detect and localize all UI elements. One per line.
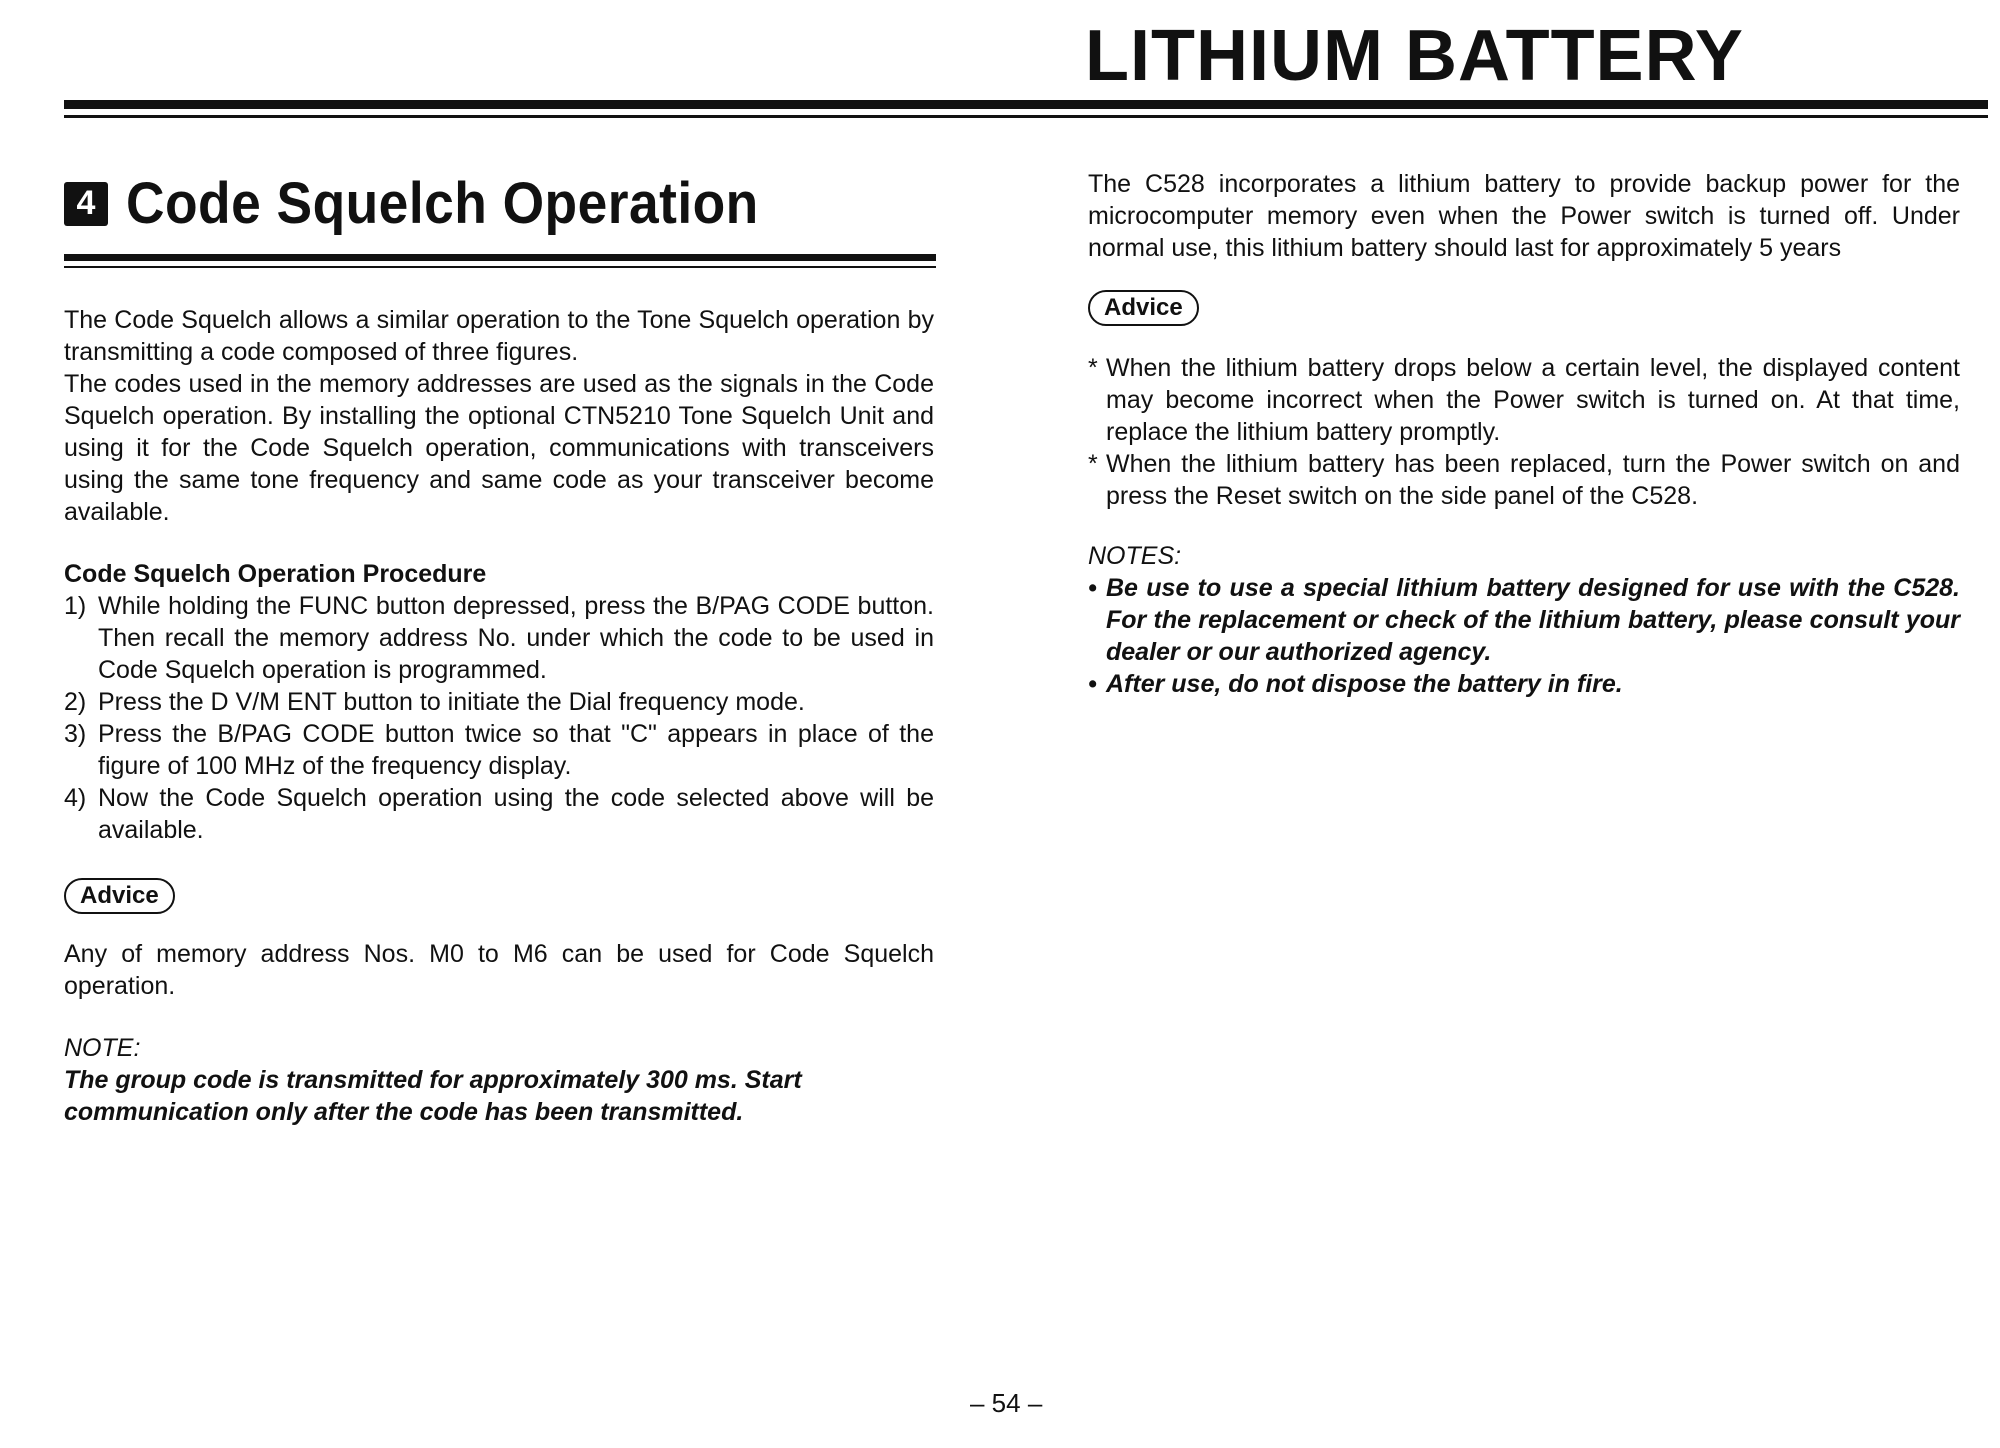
step-number: 1) (64, 592, 87, 620)
step-number: 4) (64, 784, 87, 812)
advice-text: Any of memory address Nos. M0 to M6 can be used for Code Squelch operation. (64, 940, 934, 1000)
note-item-text: Be use to use a special lithium battery designed for use with the C528. For the replacement or check of the lithium battery, please consult your dealer or our authorized agency. (1106, 574, 1960, 666)
step-number: 2) (64, 688, 87, 716)
section-rule (64, 254, 936, 261)
advice-list (1088, 352, 1960, 512)
notes-list (1088, 572, 1960, 700)
note-text: The group code is transmitted for approximately 300 ms. Start communication only after the code has been transmitted. (64, 1066, 802, 1126)
advice-item-text: When the lithium battery has been replaced, turn the Power switch on and press the Reset switch on the side panel of the C528. (1106, 450, 1960, 510)
asterisk-mark: * (1088, 354, 1098, 382)
advice-item (1088, 352, 1960, 448)
notes-label: NOTES: (1088, 542, 1182, 570)
intro-paragraph-1: The Code Squelch allows a similar operation to the Tone Squelch operation by transmitting a code composed of three figures. (64, 306, 934, 366)
asterisk-mark: * (1088, 450, 1098, 478)
note-item (1088, 572, 1960, 668)
advice-badge: Advice (64, 878, 175, 914)
procedure-steps (64, 590, 934, 846)
section-heading (64, 170, 814, 237)
battery-intro: The C528 incorporates a lithium battery to provide backup power for the microcomputer memory even when the Power switch is turned off. Under normal use, this lithium battery should last for approximately 5 years (1088, 170, 1960, 262)
step-text: Now the Code Squelch operation using the code selected above will be available. (98, 784, 934, 844)
advice-item (1088, 448, 1960, 512)
note-item (1088, 668, 1960, 700)
note-item-text: After use, do not dispose the battery in fire. (1106, 670, 1623, 698)
page-header-title: LITHIUM BATTERY (1085, 16, 1744, 96)
advice-item-text: When the lithium battery drops below a certain level, the displayed content may become incorrect when the Power switch is turned on. At that time, replace the lithium battery promptly. (1106, 354, 1960, 446)
step-text: While holding the FUNC button depressed, press the B/PAG CODE button. Then recall the memory address No. under which the code to be used in Code Squelch operation is programmed. (98, 592, 934, 684)
procedure-step (64, 782, 934, 846)
procedure-step (64, 590, 934, 686)
procedure-title: Code Squelch Operation Procedure (64, 560, 487, 588)
advice-badge: Advice (1088, 290, 1199, 326)
header-rule-thin (64, 115, 1988, 118)
header-rule (64, 100, 1988, 109)
procedure-step (64, 718, 934, 782)
page-number: – 54 – (970, 1388, 1043, 1418)
intro-paragraph-2: The codes used in the memory addresses are used as the signals in the Code Squelch operation. By installing the optional CTN5210 Tone Squelch Unit and using it for the Code Squelch operation, communications with transceivers using the same tone frequency and same code as your transceiver become available. (64, 370, 934, 526)
right-column (1088, 168, 1960, 700)
bullet-icon: • (1088, 574, 1097, 602)
step-text: Press the D V/M ENT button to initiate the Dial frequency mode. (98, 688, 805, 716)
section-rule-thin (64, 266, 936, 268)
section-title: Code Squelch Operation (126, 171, 759, 236)
note-label: NOTE: (64, 1034, 141, 1062)
step-number: 3) (64, 720, 87, 748)
left-column (64, 304, 934, 1128)
bullet-icon: • (1088, 670, 1097, 698)
section-number-badge: 4 (64, 182, 108, 226)
step-text: Press the B/PAG CODE button twice so that "C" appears in place of the figure of 100 MHz of the frequency display. (98, 720, 934, 780)
procedure-step (64, 686, 934, 718)
